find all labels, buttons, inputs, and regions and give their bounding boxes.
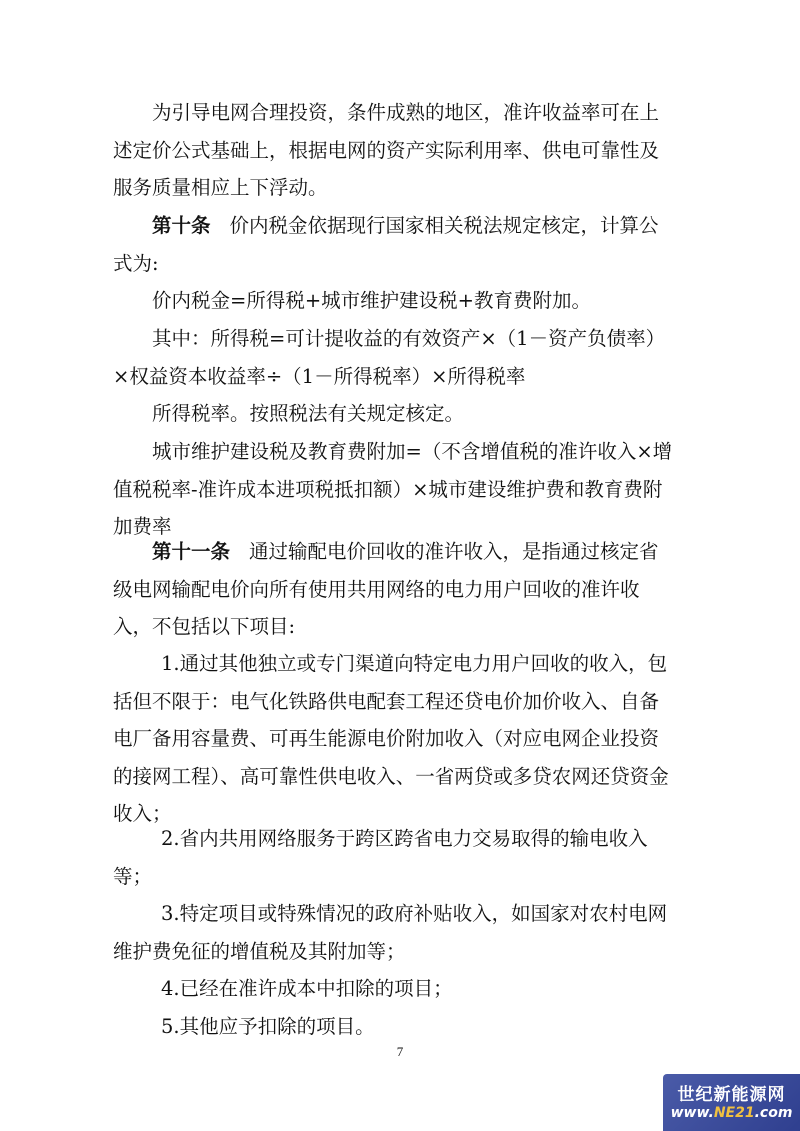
article-heading: 第十一条 — [152, 540, 231, 563]
text-line: 级电网输配电价向所有使用共用网络的电力用户回收的准许收 — [113, 577, 640, 601]
text-line: 等； — [113, 864, 153, 888]
text-line: 1.通过其他独立或专门渠道向特定电力用户回收的收入，包 — [161, 652, 668, 675]
list-item-4 — [113, 970, 690, 1008]
text-line: 通过输配电价回收的准许收入，是指通过核定省 — [249, 540, 659, 563]
text-line: 城市维护建设税及教育费附加=（不含增值税的准许收入×增 — [152, 440, 673, 463]
text-line: 价内税金依据现行国家相关税法规定核定，计算公 — [229, 214, 659, 237]
tax-rate-note — [113, 395, 690, 433]
text-line: 值税税率-准许成本进项税抵扣额）×城市建设维护费和教育费附 — [113, 477, 663, 501]
watermark-url: www.NE21.com — [670, 1105, 793, 1121]
formula-city-tax — [113, 433, 690, 546]
watermark-title: 世纪新能源网 — [677, 1085, 786, 1105]
text-line: 式为: — [113, 251, 159, 275]
text-line: 括但不限于：电气化铁路供电配套工程还贷电价加价收入、自备 — [113, 689, 660, 713]
formula-tax — [113, 282, 690, 320]
page-number: 7 — [396, 1044, 404, 1059]
text-line: 加费率 — [113, 515, 172, 538]
text-line: 2.省内共用网络服务于跨区跨省电力交易取得的输电收入 — [161, 827, 648, 850]
formula-income-tax — [113, 320, 690, 395]
text-line: 入，不包括以下项目: — [113, 615, 296, 638]
text-line: 述定价公式基础上，根据电网的资产实际利用率、供电可靠性及 — [113, 138, 660, 162]
list-item-2 — [113, 820, 690, 895]
text-line: 其中：所得税=可计提收益的有效资产×（1－资产负债率） — [152, 327, 666, 350]
article-11 — [113, 533, 690, 646]
text-line: 电厂备用容量费、可再生能源电价附加收入（对应电网企业投资 — [113, 727, 660, 750]
list-item-5 — [113, 1008, 690, 1046]
text-line: 为引导电网合理投资，条件成熟的地区，准许收益率可在上 — [152, 101, 660, 124]
site-watermark — [663, 1074, 800, 1131]
text-line: 所得税率。按照税法有关规定核定。 — [152, 402, 465, 425]
text-line: ×权益资本收益率÷（1－所得税率）×所得税率 — [113, 364, 526, 388]
text-line: 5.其他应予扣除的项目。 — [161, 1015, 375, 1038]
paragraph-1 — [113, 94, 690, 207]
text-line: 的接网工程）、高可靠性供电收入、一省两贷或多贷农网还贷资金 — [113, 764, 669, 788]
text-line: 3.特定项目或特殊情况的政府补贴收入，如国家对农村电网 — [161, 902, 668, 925]
article-heading: 第十条 — [152, 214, 211, 237]
text-line: 维护费免征的增值税及其附加等； — [113, 939, 406, 963]
article-10 — [113, 207, 690, 282]
text-line: 4.已经在准许成本中扣除的项目； — [161, 977, 453, 1000]
list-item-1 — [113, 645, 690, 833]
text-line: 服务质量相应上下浮动。 — [113, 176, 328, 199]
list-item-3 — [113, 895, 690, 970]
text-line: 收入； — [113, 802, 172, 825]
text-line: 价内税金=所得税+城市维护建设税+教育费附加。 — [152, 289, 592, 312]
